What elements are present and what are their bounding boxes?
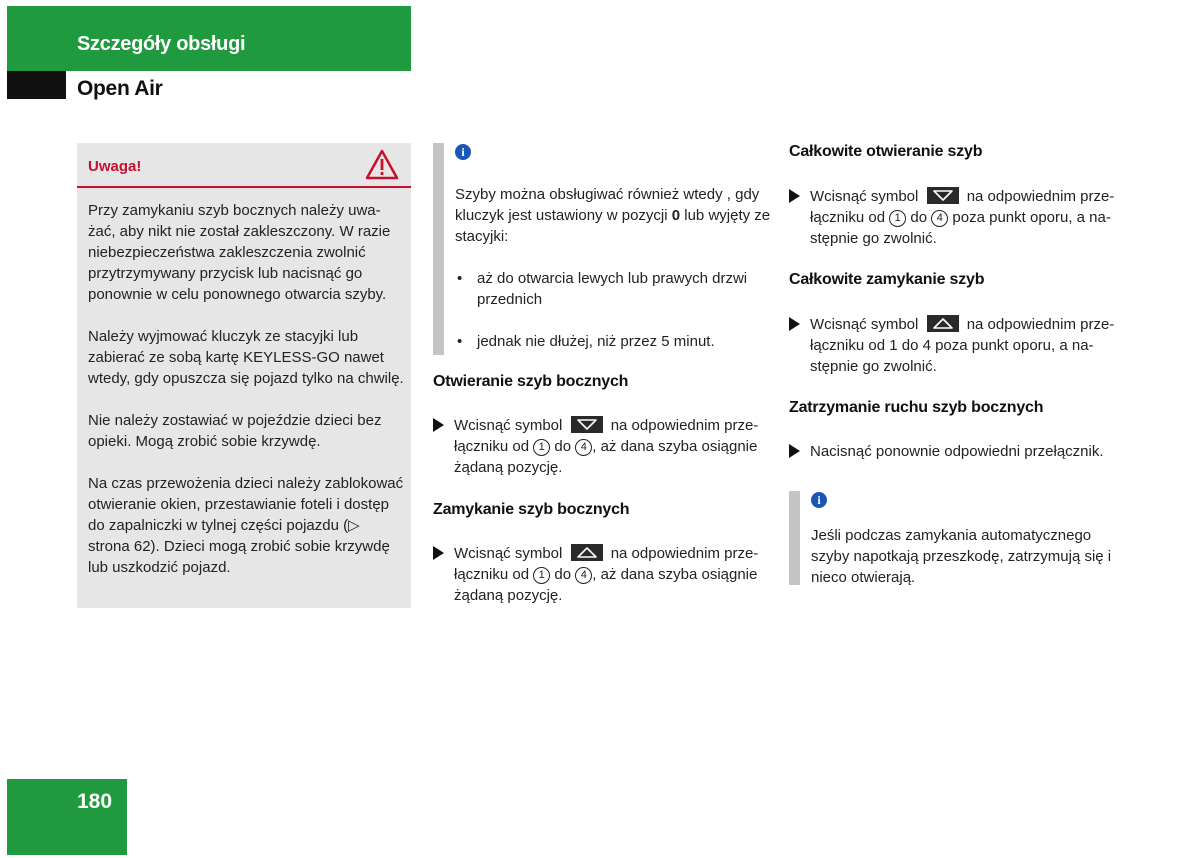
section-heading: Całkowite zamykanie szyb	[789, 271, 985, 288]
switch-number-badge: 4	[931, 210, 948, 227]
window-down-symbol-icon	[927, 187, 959, 204]
instruction-text	[810, 186, 1129, 249]
section-heading: Zamykanie szyb bocznych	[433, 501, 630, 518]
instruction-text-part: na odpowiednim prze-łączniku od	[810, 188, 1115, 226]
warning-divider	[77, 186, 411, 188]
section-heading: Otwieranie szyb bocznych	[433, 373, 629, 390]
warning-paragraph: Na czas przewożenia dzieci należy zablokować otwieranie okien, przestawianie foteli i dostęp do zapalniczki w tylnej części pojazdu (▷ strona 62). Dzieci mogą zrobić sobie krzywdę lub uszkodzić pojazd.	[88, 475, 404, 576]
section-title: Szczegóły obsługi	[77, 33, 246, 55]
instruction-text-part: do	[554, 438, 572, 455]
instruction-text-part: Wcisnąć symbol	[810, 316, 919, 333]
instruction-text	[454, 415, 773, 478]
instruction-text-part: Wcisnąć symbol	[454, 545, 563, 562]
window-down-symbol-icon	[571, 416, 603, 433]
instruction-text	[810, 314, 1129, 377]
instruction-text-part: , aż dana szyba osiągnie żądaną pozycję.	[454, 438, 758, 476]
instruction-text-part: na odpowiednim prze-łączniku od 1 do 4 poza punkt oporu, a na-stępnie go zwolnić.	[810, 316, 1115, 375]
info-icon: i	[811, 492, 827, 508]
info-note: Jeśli podczas zamykania automatycznego szyby napotkają przeszkodę, zatrzymują się i nieco otwierają.	[811, 527, 1112, 586]
info-bar	[433, 143, 444, 355]
step-arrow-icon	[789, 189, 800, 203]
switch-number-badge: 1	[533, 439, 550, 456]
warning-triangle-icon	[365, 149, 399, 181]
switch-number-badge: 4	[575, 439, 592, 456]
instruction-text-part: Wcisnąć symbol	[454, 417, 563, 434]
info-bar	[789, 491, 800, 585]
step-arrow-icon	[789, 317, 800, 331]
warning-label: Uwaga!	[88, 158, 142, 175]
switch-number-badge: 4	[575, 567, 592, 584]
instruction-text	[454, 543, 773, 606]
section-heading: Całkowite otwieranie szyb	[789, 143, 983, 160]
instruction-step	[789, 186, 1129, 249]
step-arrow-icon	[433, 418, 444, 432]
info-intro-text: Szyby można obsługiwać również wtedy , gdy kluczyk jest ustawiony w pozycji	[455, 186, 760, 224]
page-title: Open Air	[77, 77, 163, 100]
info-bullet-list	[455, 268, 771, 352]
step-arrow-icon	[433, 546, 444, 560]
instruction-text-part: Wcisnąć symbol	[810, 188, 919, 205]
warning-paragraph: Należy wyjmować kluczyk ze stacyjki lub zabierać ze sobą kartę KEYLESS-GO nawet wtedy, gdy opuszcza się pojazd tylko na chwilę.	[88, 328, 404, 387]
switch-number-badge: 1	[533, 567, 550, 584]
info-intro-bold: 0	[671, 207, 681, 224]
instruction-text: Nacisnąć ponownie odpowiedni przełącznik.	[810, 443, 1104, 460]
instruction-text-part: na odpowiednim prze-łączniku od	[454, 545, 759, 583]
warning-paragraph: Przy zamykaniu szyb bocznych należy uwa-żać, aby nikt nie został zakleszczony. W razie niebezpieczeństwa zakleszczenia zwolnić przytrzymywany przycisk lub nacisnąć go ponownie w celu ponownego otwarcia szyby.	[88, 202, 391, 303]
info-intro-text: lub wyjęty ze stacyjki:	[455, 207, 771, 245]
instruction-step	[789, 441, 1129, 462]
list-item: • jednak nie dłużej, niż przez 5 minut.	[455, 331, 771, 352]
warning-text	[88, 200, 404, 599]
instruction-step	[433, 543, 773, 606]
info-icon: i	[455, 144, 471, 160]
info-intro	[455, 184, 771, 247]
instruction-text-part: poza punkt oporu, a na-stępnie go zwolnić.	[810, 209, 1111, 247]
instruction-text-part: do	[554, 566, 572, 583]
instruction-text-part: na odpowiednim prze-łączniku od	[454, 417, 759, 455]
warning-paragraph: Nie należy zostawiać w pojeździe dzieci bez opieki. Mogą zrobić sobie krzywdę.	[88, 412, 382, 450]
instruction-text-part: , aż dana szyba osiągnie żądaną pozycję.	[454, 566, 758, 604]
list-item: • aż do otwarcia lewych lub prawych drzwi przednich	[455, 268, 771, 310]
section-heading: Zatrzymanie ruchu szyb bocznych	[789, 399, 1044, 416]
header-marker	[7, 71, 66, 99]
instruction-step	[433, 415, 773, 478]
page-number: 180	[77, 790, 113, 813]
switch-number-badge: 1	[889, 210, 906, 227]
info-note	[455, 184, 771, 352]
instruction-step	[789, 314, 1129, 377]
window-up-symbol-icon	[571, 544, 603, 561]
step-arrow-icon	[789, 444, 800, 458]
instruction-text-part: do	[910, 209, 928, 226]
window-up-symbol-icon	[927, 315, 959, 332]
